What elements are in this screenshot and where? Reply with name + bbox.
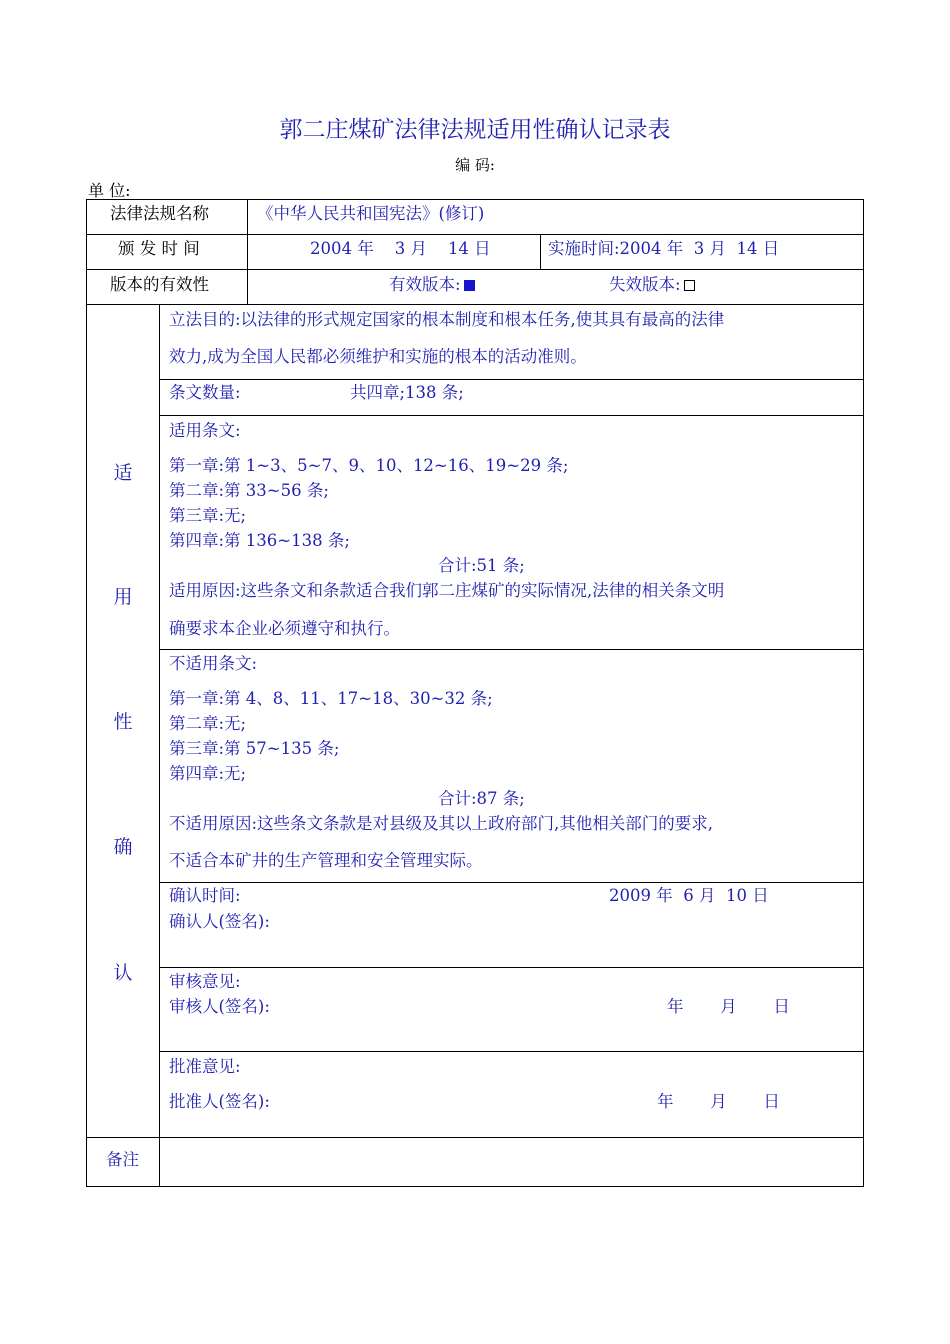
law-name-label: 法律法规名称 [110, 204, 209, 223]
applicable-chapter: 第四章:第 136~138 条; [169, 531, 350, 550]
purpose-line: 立法目的:以法律的形式规定国家的根本制度和根本任务,使其具有最高的法律 [169, 310, 725, 329]
approve-person-label: 批准人(签名): [169, 1092, 270, 1111]
invalid-version-label: 失效版本: [609, 275, 681, 294]
applicable-chapter: 第二章:第 33~56 条; [169, 481, 329, 500]
section-label-char: 用 [113, 586, 133, 608]
unit-label: 单 位: [88, 181, 131, 200]
applicable-heading: 适用条文: [169, 421, 241, 440]
review-opinion-label: 审核意见: [169, 972, 241, 991]
applicable-chapter: 第一章:第 1~3、5~7、9、10、12~16、19~29 条; [169, 456, 569, 475]
validity-label: 版本的有效性 [110, 275, 209, 294]
page-title: 郭二庄煤矿法律法规适用性确认记录表 [279, 117, 671, 143]
row-divider [86, 304, 864, 305]
applicable-chapter: 第三章:无; [169, 506, 247, 525]
section-label-char: 确 [113, 836, 133, 858]
applicable-reason: 确要求本企业必须遵守和执行。 [169, 619, 400, 638]
column-divider [540, 234, 541, 269]
not-applicable-chapter: 第二章:无; [169, 714, 247, 733]
review-date: 年 月 日 [667, 997, 790, 1016]
section-label-char: 认 [113, 962, 133, 984]
row-divider [159, 379, 864, 380]
purpose-line: 效力,成为全国人民都必须维护和实施的根本的活动准则。 [169, 347, 587, 366]
not-applicable-reason: 不适合本矿井的生产管理和安全管理实际。 [169, 851, 483, 870]
not-applicable-chapter: 第一章:第 4、8、11、17~18、30~32 条; [169, 689, 493, 708]
row-divider [86, 234, 864, 235]
applicable-reason: 适用原因:这些条文和条款适合我们郭二庄煤矿的实际情况,法律的相关条文明 [169, 581, 725, 600]
checked-box-icon [464, 280, 475, 291]
column-divider [247, 199, 248, 304]
confirm-time-label: 确认时间: [169, 886, 241, 905]
valid-version [389, 275, 475, 295]
not-applicable-total: 合计:87 条; [438, 789, 525, 808]
remark-label: 备注 [106, 1150, 139, 1169]
row-divider [159, 967, 864, 968]
row-divider [159, 415, 864, 416]
article-count-value: 共四章;138 条; [350, 383, 464, 402]
article-count-label: 条文数量: [169, 383, 241, 402]
effective-date-value: 实施时间:2004 年 3 月 14 日 [548, 239, 780, 258]
unchecked-box-icon [684, 280, 695, 291]
invalid-version [609, 275, 695, 295]
issue-date-label: 颁 发 时 间 [118, 239, 200, 258]
row-divider [159, 1051, 864, 1052]
approve-opinion-label: 批准意见: [169, 1057, 241, 1076]
approve-date: 年 月 日 [657, 1092, 780, 1111]
row-divider [159, 882, 864, 883]
not-applicable-chapter: 第三章:第 57~135 条; [169, 739, 340, 758]
not-applicable-reason: 不适用原因:这些条文条款是对县级及其以上政府部门,其他相关部门的要求, [169, 814, 714, 833]
review-person-label: 审核人(签名): [169, 997, 270, 1016]
not-applicable-chapter: 第四章:无; [169, 764, 247, 783]
issue-date-value: 2004 年 3 月 14 日 [310, 239, 491, 258]
law-name-value: 《中华人民共和国宪法》(修订) [257, 204, 485, 223]
valid-version-label: 有效版本: [389, 275, 461, 294]
section-label-char: 性 [113, 711, 133, 733]
not-applicable-heading: 不适用条文: [169, 654, 258, 673]
row-divider [159, 649, 864, 650]
column-divider [159, 304, 160, 1187]
confirm-person-label: 确认人(签名): [169, 912, 270, 931]
confirm-date: 2009 年 6 月 10 日 [609, 886, 769, 905]
row-divider [86, 269, 864, 270]
code-label: 编 码: [455, 156, 495, 174]
section-label-char: 适 [113, 462, 133, 484]
row-divider [86, 1137, 864, 1138]
applicable-total: 合计:51 条; [438, 556, 525, 575]
